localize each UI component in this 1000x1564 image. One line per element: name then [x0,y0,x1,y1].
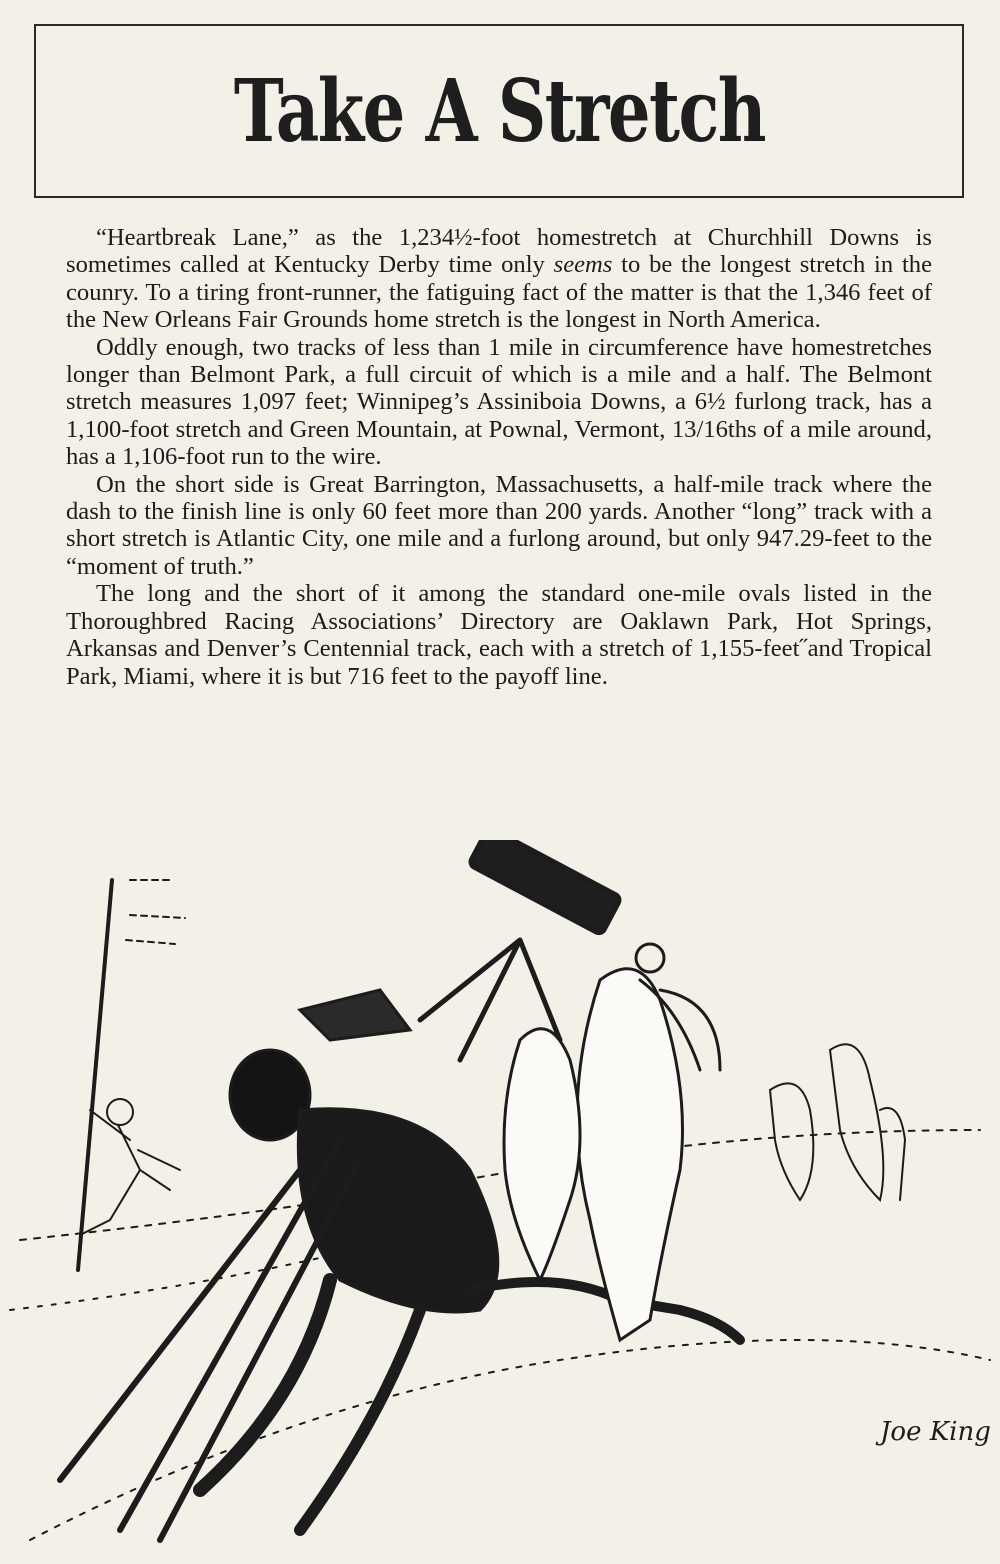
artist-signature: Joe King [880,1417,991,1447]
background-horses [770,1044,905,1200]
title-box [34,24,964,198]
paragraph-1-text: “Heartbreak Lane,” as the 1,234½-foot homestretch at Churchhill Downs is sometimes called at Kentucky Derby time only [66,224,932,279]
article-title: Take A Stretch [233,60,765,162]
paragraph-2: Oddly enough, two tracks of less than 1 mile in circumference have homestretches longer than Belmont Park, a full circuit of which is a mile and a half. The Belmont stretch measures 1,097 feet; Winnipeg’s Assiniboia Downs, a 6½ furlong track, has a 1,100-foot stretch and Green Mountain, at Pownal, Vermont, 13/16ths of a mile around, has a 1,106-foot run to the wire. [66,333,932,471]
finish-pole [78,880,112,1270]
paragraph-1-rest: to be the longest stretch in the counry. To a tiring front-runner, the fatiguing fact of the matter is that the 1,346 feet of the New Orleans Fair Grounds home stretch is the longest in North America. [66,251,932,334]
second-horse [504,1029,580,1280]
paragraph-4: The long and the short of it among the standard one-mile ovals listed in the Thoroughbred Racing Associations’ Directory are Oaklawn Park, Hot Springs, Arkansas and Denver’s Centennial track, each with a stretch of 1,155-feet˝and Tropical Park, Miami, where it is but 716 feet to the payoff line. [66,580,932,690]
paragraph-1-emphasis: seems [553,251,613,279]
cartoon-illustration [0,840,1000,1564]
cartoon-drawing [0,840,1000,1564]
paragraph-1 [66,224,932,334]
paragraph-3: On the short side is Great Barrington, Massachusetts, a half-mile track where the dash to the finish line is only 60 feet more than 200 yards. Another “long” track with a short stretch is Atlantic City, one mile and a furlong around, but only 947.29-feet to the “moment of truth.” [66,470,932,580]
lead-horse [577,944,720,1340]
running-man [80,1099,180,1235]
article-body [66,224,932,690]
